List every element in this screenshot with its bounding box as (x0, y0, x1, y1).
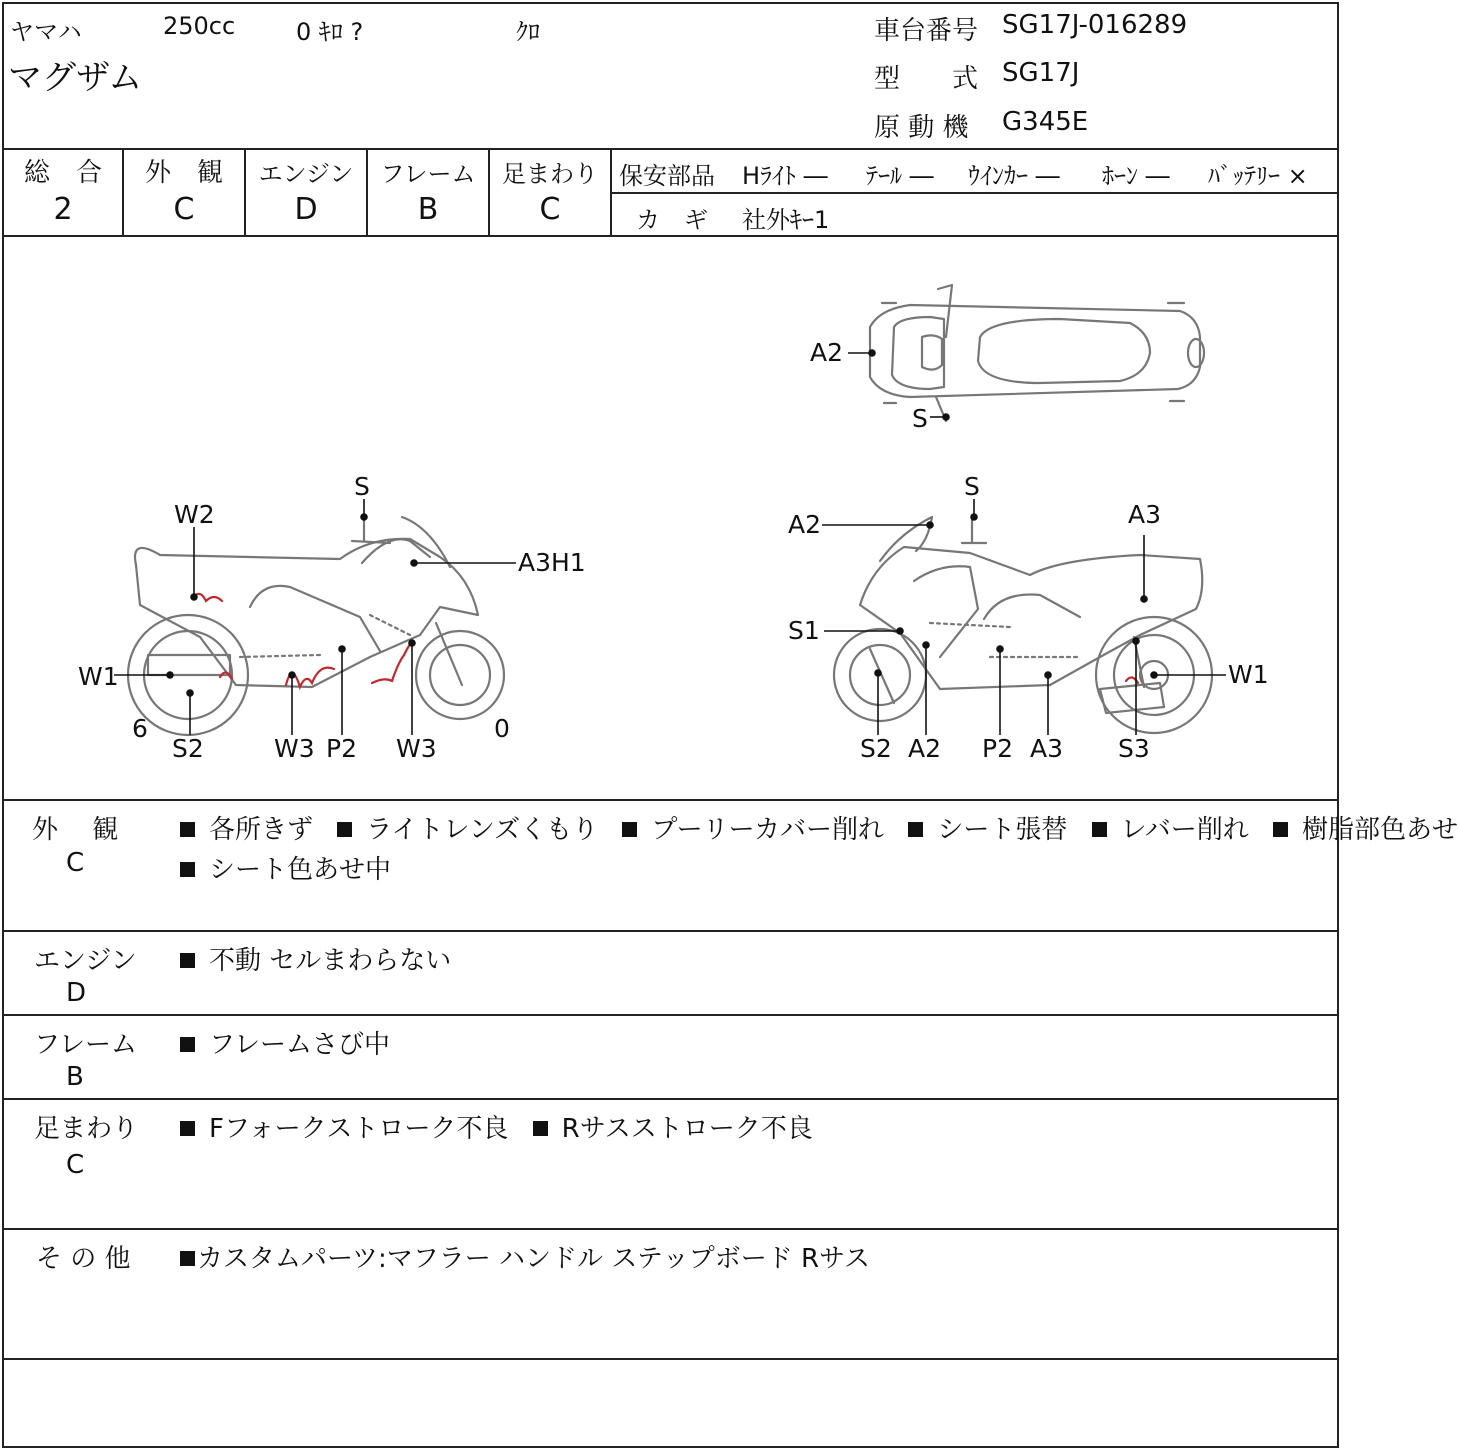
safety-tail: ﾃｰﾙ ― (866, 162, 934, 190)
grade-value-overall: 2 (53, 192, 73, 227)
left-label-0: 0 (494, 714, 510, 743)
left-label-w3b: W3 (396, 734, 437, 763)
grade-value-frame: B (417, 192, 439, 227)
engine-line-1 (180, 940, 451, 977)
frame-no-label: 車台番号 (874, 16, 979, 46)
leader-lines (114, 350, 1226, 735)
safety-headlight: Hﾗｲﾄ ― (742, 162, 828, 190)
left-label-s2: S2 (172, 734, 204, 763)
grade-col-divider (610, 148, 612, 237)
frame-line-1 (180, 1024, 390, 1061)
safety-horn: ﾎｰﾝ ― (1102, 162, 1170, 190)
suspension-item: Fフォークストローク不良 (209, 1114, 509, 1144)
section-title-engine: エンジン (34, 946, 137, 976)
right-label-a3-top: A3 (1128, 500, 1162, 529)
exterior-item: 各所きず (209, 815, 314, 845)
grade-label-overall: 総 合 (23, 158, 102, 188)
right-label-s3: S3 (1118, 734, 1150, 763)
exterior-item: シート色あせ中 (209, 855, 392, 885)
engine-label: 原 動 機 (874, 113, 969, 143)
model-name: マグザム (8, 58, 143, 98)
exterior-item: レバー削れ (1120, 815, 1249, 845)
section-divider (2, 1228, 1339, 1230)
grade-label-exterior: 外 観 (144, 158, 223, 188)
grade-value-engine: D (294, 192, 318, 227)
key-value: 社外ｷｰ1 (742, 206, 830, 234)
right-view-scooter (834, 517, 1212, 733)
section-divider (2, 799, 1339, 801)
section-divider (2, 1358, 1339, 1360)
section-grade-suspension: C (66, 1150, 85, 1180)
scooter-diagram (0, 237, 1341, 799)
right-label-s2: S2 (860, 734, 892, 763)
section-title-exterior: 外 観 (32, 815, 119, 845)
border-bottom (2, 1446, 1339, 1448)
left-label-w1: W1 (78, 662, 119, 691)
section-grade-exterior: C (66, 848, 85, 878)
grade-label-engine: エンジン (258, 160, 354, 188)
section-title-frame: フレーム (34, 1030, 137, 1060)
frame-item: フレームさび中 (209, 1030, 390, 1060)
right-label-a3-bottom: A3 (1030, 734, 1064, 763)
section-title-suspension: 足まわり (34, 1114, 139, 1144)
maker: ヤマハ (10, 18, 82, 46)
left-label-s: S (354, 472, 370, 501)
top-view-scooter (870, 285, 1204, 421)
exterior-item: ライトレンズくもり (366, 815, 599, 845)
exterior-item: 樹脂部色あせ (1302, 815, 1458, 845)
top-label-s: S (912, 404, 928, 433)
grade-value-exterior: C (173, 192, 195, 227)
color: ｸﾛ (516, 18, 540, 46)
left-label-w3a: W3 (274, 734, 315, 763)
suspension-item: Rサスストローク不良 (561, 1114, 813, 1144)
exterior-line-2 (180, 849, 391, 886)
safety-battery: ﾊﾞｯﾃﾘｰ × (1208, 162, 1308, 190)
grade-label-frame: フレーム (380, 160, 476, 188)
damage-marks (194, 594, 1138, 687)
right-label-w1: W1 (1228, 660, 1269, 689)
section-divider (2, 1014, 1339, 1016)
top-label-a2: A2 (810, 338, 844, 367)
exterior-item: シート張替 (937, 815, 1068, 845)
left-label-a3h1: A3H1 (518, 548, 586, 577)
left-label-6: 6 (132, 714, 148, 743)
grade-label-suspension: 足まわり (502, 160, 598, 188)
frame-no: SG17J-016289 (1002, 10, 1188, 40)
grade-row-top (2, 148, 1339, 150)
suspension-line-1 (180, 1108, 813, 1145)
type-label: 型 式 (874, 64, 979, 94)
mileage: 0 ｷﾛ ? (296, 18, 364, 46)
engine-item: 不動 セルまわらない (209, 946, 452, 976)
grade-value-suspension: C (539, 192, 561, 227)
section-grade-frame: B (66, 1062, 84, 1092)
left-label-w2: W2 (174, 500, 215, 529)
safety-label: 保安部品 (619, 162, 715, 190)
right-label-p2: P2 (982, 734, 1013, 763)
safety-divider (612, 192, 1339, 194)
other-item: カスタムパーツ:マフラー ハンドル ステップボード Rサス (197, 1244, 871, 1274)
key-label: カ ギ (636, 206, 708, 234)
type-value: SG17J (1002, 58, 1080, 88)
section-grade-engine: D (66, 978, 87, 1008)
right-label-a2-top: A2 (788, 510, 822, 539)
other-line-1 (180, 1238, 870, 1275)
safety-winker: ｳｲﾝｶｰ ― (968, 162, 1060, 190)
right-label-a2-bottom: A2 (908, 734, 942, 763)
border-top (2, 2, 1339, 4)
left-view-scooter (128, 517, 504, 735)
displacement: 250cc (163, 12, 236, 40)
exterior-item: プーリーカバー削れ (651, 815, 885, 845)
right-label-s: S (964, 472, 980, 501)
exterior-line-1 (180, 809, 1458, 846)
section-divider (2, 930, 1339, 932)
right-label-s1: S1 (788, 616, 820, 645)
section-divider (2, 1098, 1339, 1100)
engine-value: G345E (1002, 107, 1089, 137)
section-title-other: そ の 他 (36, 1244, 131, 1274)
left-label-p2: P2 (326, 734, 357, 763)
